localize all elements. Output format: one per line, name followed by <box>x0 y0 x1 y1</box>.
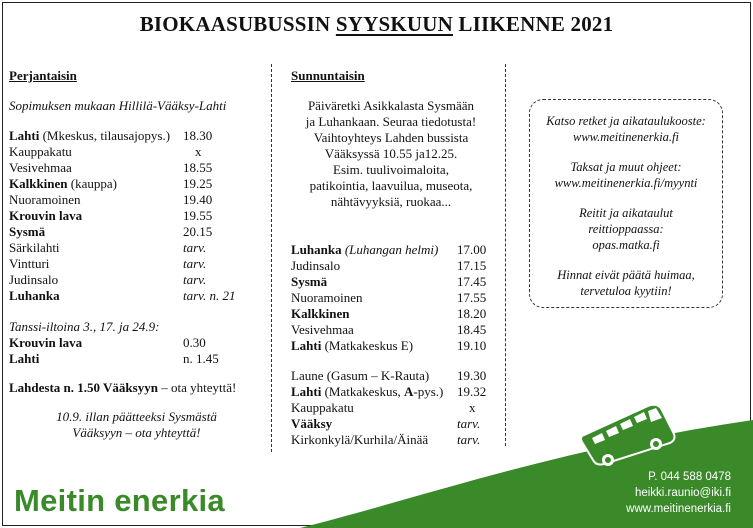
info-line: Hinnat eivät päätä huimaa, <box>557 268 695 282</box>
stop-time: 18.45 <box>457 322 487 337</box>
contact-email[interactable]: heikki.raunio@iki.fi <box>634 487 731 499</box>
sysma-note-line1: 10.9. illan päätteeksi Sysmästä <box>56 409 217 424</box>
sunday-intro <box>291 98 491 210</box>
info-link-myynti[interactable]: www.meitinenerkia.fi/myynti <box>554 176 698 190</box>
stop-name: Särkilahti <box>9 240 60 255</box>
stop-time: 17.55 <box>457 290 487 305</box>
stop-name: Nuoramoinen <box>9 192 81 207</box>
intro-line: nähtävyyksiä, ruokaa... <box>330 194 452 209</box>
timetable-row <box>291 322 501 338</box>
timetable-row <box>9 288 264 304</box>
brand-logo: Meitin enerkia <box>14 483 225 518</box>
timetable-row <box>9 160 264 176</box>
stop-time: tarv. <box>183 272 207 287</box>
timetable-row <box>9 351 264 367</box>
stop-name: Sysmä <box>291 274 328 289</box>
return-note: Lahdesta n. 1.50 Vääksyyn – ota yhteyttä! <box>9 380 237 395</box>
column-divider-1 <box>271 64 272 452</box>
info-box <box>529 99 723 308</box>
stop-name: Vesivehmaa <box>9 160 72 175</box>
stop-name: Krouvin lava <box>9 335 83 350</box>
stop-time: x <box>195 144 202 159</box>
info-line: reittioppaassa: <box>588 222 664 236</box>
friday-heading: Perjantaisin <box>9 68 77 83</box>
intro-line: ja Luhankaan. Seuraa tiedotusta! <box>305 114 477 129</box>
intro-line: Vaihtoyhteys Lahden bussista <box>313 130 469 145</box>
info-link-retket[interactable]: www.meitinenerkia.fi <box>572 130 679 144</box>
stop-name: Lahti (Matkakeskus E) <box>291 338 414 353</box>
tanssi-title: Tanssi-iltoina 3., 17. ja 24.9: <box>9 319 160 334</box>
stop-time: 19.10 <box>457 338 487 353</box>
stop-time: 20.15 <box>183 224 213 239</box>
stop-name: Kirkonkylä/Kurhila/Äinää <box>291 432 429 447</box>
bus-icon <box>578 398 678 470</box>
friday-column <box>9 68 264 441</box>
sunday-timetable <box>291 242 501 354</box>
timetable-row <box>9 128 264 144</box>
stop-time: 19.40 <box>183 192 213 207</box>
timetable-row <box>9 335 264 351</box>
timetable-row <box>291 274 501 290</box>
timetable-row <box>291 306 501 322</box>
friday-timetable <box>9 128 264 304</box>
stop-time: 17.45 <box>457 274 487 289</box>
stop-time: tarv. n. 21 <box>183 288 236 303</box>
stop-name: Laune (Gasum – K-Rauta) <box>291 368 430 383</box>
stop-name: Kauppakatu <box>9 144 72 159</box>
stop-time: 17.00 <box>457 242 487 257</box>
stop-time: 19.30 <box>457 368 487 383</box>
stop-name: Kauppakatu <box>291 400 354 415</box>
contact-block <box>626 469 731 517</box>
stop-time: tarv. <box>183 240 207 255</box>
stop-name: Judinsalo <box>9 272 59 287</box>
stop-name: Kalkkinen (kauppa) <box>9 176 117 191</box>
timetable-row <box>291 290 501 306</box>
timetable-row <box>291 242 501 258</box>
stop-time: n. 1.45 <box>183 351 219 366</box>
timetable-row <box>291 338 501 354</box>
stop-name: Sysmä <box>9 224 46 239</box>
timetable-row <box>9 272 264 288</box>
stop-time: 19.25 <box>183 176 213 191</box>
stop-name: Lahti <box>9 351 40 366</box>
intro-line: patikointia, laavuilua, museota, <box>309 178 473 193</box>
stop-time: 17.15 <box>457 258 487 273</box>
stop-time: 18.55 <box>183 160 213 175</box>
info-link-opas[interactable]: opas.matka.fi <box>592 238 660 252</box>
sunday-heading: Sunnuntaisin <box>291 68 365 83</box>
column-divider-2 <box>505 64 506 446</box>
stop-time: 0.30 <box>183 335 206 350</box>
stop-time: tarv. <box>457 432 481 447</box>
intro-line: Vääksyssä 10.55 ja12.25. <box>324 146 458 161</box>
page-title: BIOKAASUBUSSIN SYYSKUUN LIIKENNE 2021 <box>139 12 614 36</box>
info-line: Reitit ja aikataulut <box>579 206 673 220</box>
stop-name: Vesivehmaa <box>291 322 354 337</box>
stop-name: Vääksy <box>291 416 333 431</box>
stop-name: Judinsalo <box>291 258 341 273</box>
stop-name: Nuoramoinen <box>291 290 363 305</box>
intro-line: Päiväretki Asikkalasta Sysmään <box>307 98 475 113</box>
contact-phone[interactable]: P. 044 588 0478 <box>648 471 731 483</box>
timetable-row <box>9 240 264 256</box>
stop-time: tarv. <box>183 256 207 271</box>
info-line: Taksat ja muut ohjeet: <box>570 160 682 174</box>
stop-time: tarv. <box>457 416 481 431</box>
intro-line: Esim. tuulivoimaloita, <box>333 162 449 177</box>
friday-subtitle: Sopimuksen mukaan Hillilä-Vääksy-Lahti <box>9 98 227 113</box>
stop-time: 18.20 <box>457 306 487 321</box>
timetable-row <box>9 256 264 272</box>
stop-time: 19.55 <box>183 208 213 223</box>
stop-name: Lahti (Mkeskus, tilausajopys.) <box>9 128 171 143</box>
timetable-row <box>291 258 501 274</box>
stop-name: Kalkkinen <box>291 306 350 321</box>
timetable-row <box>291 368 501 384</box>
info-line: tervetuloa kyytiin! <box>580 284 672 298</box>
timetable-row <box>9 208 264 224</box>
stop-name: Lahti (Matkakeskus, A-pys.) <box>291 384 444 399</box>
stop-name: Vintturi <box>9 256 50 271</box>
timetable-row <box>9 176 264 192</box>
tanssi-timetable <box>9 335 264 367</box>
timetable-row <box>9 144 264 160</box>
stop-time: x <box>469 400 476 415</box>
timetable-row <box>9 192 264 208</box>
sysma-note-line2: Vääksyyn – ota yhteyttä! <box>72 425 201 440</box>
sunday-column <box>291 68 501 448</box>
stop-name: Krouvin lava <box>9 208 83 223</box>
stop-time: 18.30 <box>183 128 213 143</box>
info-line: Katso retket ja aikataulukooste: <box>546 114 706 128</box>
stop-time: 19.32 <box>457 384 487 399</box>
timetable-row <box>9 224 264 240</box>
stop-name: Luhanka (Luhangan helmi) <box>291 242 439 257</box>
contact-website[interactable]: www.meitinenerkia.fi <box>626 503 731 515</box>
stop-name: Luhanka <box>9 288 60 303</box>
